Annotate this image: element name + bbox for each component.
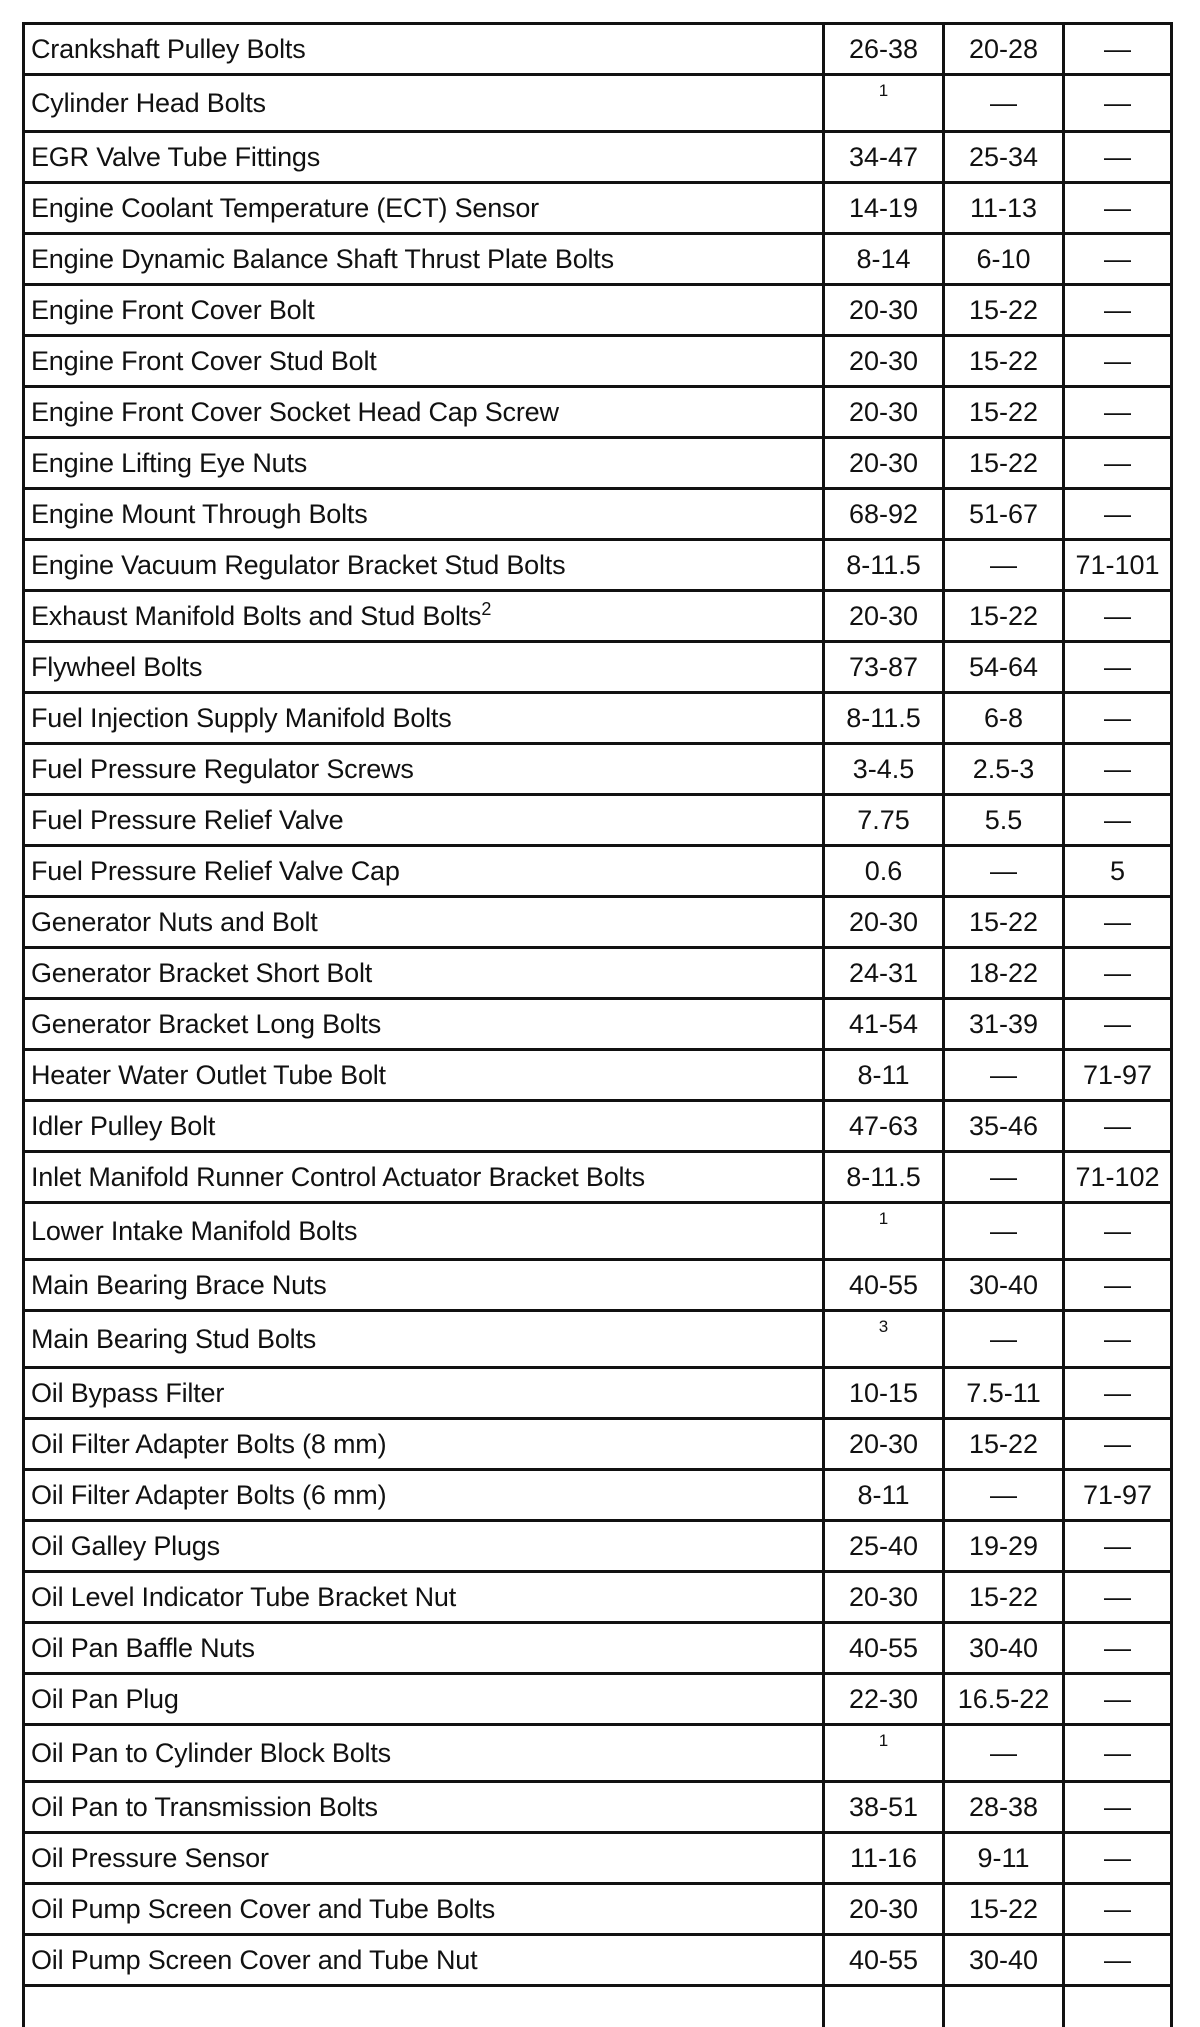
torque-lbin-cell: — xyxy=(1064,336,1172,387)
fastener-name: Oil Pump Screen Cover and Tube Nut xyxy=(31,1945,477,1975)
fastener-name: Engine Vacuum Regulator Bracket Stud Bolts xyxy=(31,550,565,580)
torque-nm-cell: 20-30 xyxy=(824,285,944,336)
torque-lbin-cell: — xyxy=(1064,897,1172,948)
torque-lbft-cell: 2.5-3 xyxy=(944,744,1064,795)
torque-lbft-cell: 11-13 xyxy=(944,183,1064,234)
fastener-name: Crankshaft Pulley Bolts xyxy=(31,34,306,64)
torque-nm-cell: 11-16 xyxy=(824,1833,944,1884)
fastener-name-cell xyxy=(24,1419,824,1470)
torque-lbin-cell: — xyxy=(1064,1884,1172,1935)
torque-lbft-cell: 15-22 xyxy=(944,438,1064,489)
fastener-name: Oil Bypass Filter xyxy=(31,1378,224,1408)
fastener-name: Idler Pulley Bolt xyxy=(31,1111,215,1141)
torque-lbft-cell: 16.5-22 xyxy=(944,1674,1064,1725)
torque-lbft-cell: 6-10 xyxy=(944,234,1064,285)
torque-lbft-cell: 19-29 xyxy=(944,1521,1064,1572)
torque-spec-table-body xyxy=(24,24,1172,2027)
fastener-name: Oil Galley Plugs xyxy=(31,1531,220,1561)
table-row xyxy=(24,1050,1172,1101)
fastener-name-cell xyxy=(24,1623,824,1674)
torque-lbin-cell: — xyxy=(1064,948,1172,999)
torque-nm-cell: 20-30 xyxy=(824,387,944,438)
torque-lbft-cell: — xyxy=(944,540,1064,591)
torque-lbin-cell: — xyxy=(1064,1419,1172,1470)
footnote-marker: 2 xyxy=(481,599,491,619)
fastener-name: Engine Front Cover Bolt xyxy=(31,295,315,325)
fastener-name-cell xyxy=(24,183,824,234)
torque-nm-cell: 20-30 xyxy=(824,336,944,387)
fastener-name-cell xyxy=(24,1050,824,1101)
table-row xyxy=(24,234,1172,285)
torque-nm-cell: 20-30 xyxy=(824,1419,944,1470)
torque-nm-cell: 22-30 xyxy=(824,1674,944,1725)
torque-lbin-cell: — xyxy=(1064,795,1172,846)
table-row xyxy=(24,744,1172,795)
torque-lbft-cell: 15-22 xyxy=(944,336,1064,387)
empty-cell xyxy=(1064,1986,1172,2027)
fastener-name: Oil Pan to Transmission Bolts xyxy=(31,1792,378,1822)
torque-lbin-cell: — xyxy=(1064,1311,1172,1368)
torque-lbft-cell: 5.5 xyxy=(944,795,1064,846)
fastener-name-cell xyxy=(24,489,824,540)
torque-nm-cell: 8-11 xyxy=(824,1470,944,1521)
table-row xyxy=(24,1521,1172,1572)
torque-lbft-cell: 15-22 xyxy=(944,387,1064,438)
fastener-name-cell xyxy=(24,1152,824,1203)
torque-lbft-cell: 15-22 xyxy=(944,285,1064,336)
fastener-name: Oil Level Indicator Tube Bracket Nut xyxy=(31,1582,456,1612)
torque-lbin-cell: — xyxy=(1064,1674,1172,1725)
torque-lbft-cell: 30-40 xyxy=(944,1260,1064,1311)
fastener-name-cell xyxy=(24,336,824,387)
table-row xyxy=(24,591,1172,642)
fastener-name: Cylinder Head Bolts xyxy=(31,88,266,118)
fastener-name: Engine Lifting Eye Nuts xyxy=(31,448,307,478)
torque-lbin-cell: — xyxy=(1064,234,1172,285)
table-row xyxy=(24,1368,1172,1419)
fastener-name: Oil Filter Adapter Bolts (8 mm) xyxy=(31,1429,386,1459)
fastener-name-cell xyxy=(24,693,824,744)
table-row xyxy=(24,1935,1172,1986)
table-row xyxy=(24,642,1172,693)
table-row xyxy=(24,1725,1172,1782)
table-row xyxy=(24,285,1172,336)
torque-spec-table xyxy=(22,22,1173,2027)
fastener-name: Generator Nuts and Bolt xyxy=(31,907,318,937)
torque-nm-cell: 20-30 xyxy=(824,591,944,642)
table-row xyxy=(24,1152,1172,1203)
torque-nm-cell: 8-11.5 xyxy=(824,540,944,591)
fastener-name-cell xyxy=(24,1260,824,1311)
torque-lbft-cell: 31-39 xyxy=(944,999,1064,1050)
fastener-name-cell xyxy=(24,1470,824,1521)
fastener-name: Main Bearing Brace Nuts xyxy=(31,1270,327,1300)
torque-nm-cell: 73-87 xyxy=(824,642,944,693)
torque-nm-cell: 34-47 xyxy=(824,132,944,183)
torque-lbin-cell: — xyxy=(1064,1203,1172,1260)
torque-lbft-cell: 6-8 xyxy=(944,693,1064,744)
torque-lbin-cell: — xyxy=(1064,1782,1172,1833)
fastener-name-cell xyxy=(24,1674,824,1725)
fastener-name-cell xyxy=(24,132,824,183)
table-row xyxy=(24,438,1172,489)
fastener-name-cell xyxy=(24,1521,824,1572)
torque-lbin-cell: — xyxy=(1064,285,1172,336)
torque-lbft-cell: 15-22 xyxy=(944,1884,1064,1935)
table-row xyxy=(24,1470,1172,1521)
fastener-name: Oil Pressure Sensor xyxy=(31,1843,269,1873)
fastener-name-cell xyxy=(24,1101,824,1152)
torque-nm-cell: 26-38 xyxy=(824,24,944,75)
table-row xyxy=(24,540,1172,591)
torque-lbft-cell: — xyxy=(944,1470,1064,1521)
fastener-name-cell xyxy=(24,438,824,489)
fastener-name-cell xyxy=(24,642,824,693)
fastener-name-cell xyxy=(24,234,824,285)
torque-nm-cell: 0.6 xyxy=(824,846,944,897)
torque-lbft-cell: — xyxy=(944,75,1064,132)
table-row xyxy=(24,1782,1172,1833)
fastener-name-cell xyxy=(24,1884,824,1935)
empty-cell xyxy=(944,1986,1064,2027)
fastener-name-cell xyxy=(24,1311,824,1368)
fastener-name-cell xyxy=(24,24,824,75)
torque-nm-cell: 38-51 xyxy=(824,1782,944,1833)
table-row xyxy=(24,1884,1172,1935)
torque-lbin-cell: — xyxy=(1064,132,1172,183)
torque-lbin-cell: — xyxy=(1064,1368,1172,1419)
torque-lbft-cell: 28-38 xyxy=(944,1782,1064,1833)
torque-nm-cell: 10-15 xyxy=(824,1368,944,1419)
fastener-name-cell xyxy=(24,1725,824,1782)
empty-cell xyxy=(24,1986,824,2027)
torque-lbin-cell: — xyxy=(1064,387,1172,438)
torque-lbin-cell: — xyxy=(1064,693,1172,744)
table-row xyxy=(24,948,1172,999)
fastener-name: Oil Pan Baffle Nuts xyxy=(31,1633,255,1663)
torque-lbin-cell: — xyxy=(1064,489,1172,540)
table-row xyxy=(24,1572,1172,1623)
table-row xyxy=(24,693,1172,744)
fastener-name: Fuel Pressure Relief Valve xyxy=(31,805,343,835)
table-row xyxy=(24,24,1172,75)
fastener-name: Fuel Pressure Regulator Screws xyxy=(31,754,414,784)
fastener-name: Generator Bracket Short Bolt xyxy=(31,958,372,988)
torque-lbft-cell: 15-22 xyxy=(944,1419,1064,1470)
torque-lbft-cell: 15-22 xyxy=(944,591,1064,642)
table-row xyxy=(24,1419,1172,1470)
fastener-name-cell xyxy=(24,897,824,948)
torque-lbft-cell: 7.5-11 xyxy=(944,1368,1064,1419)
torque-lbin-cell: — xyxy=(1064,75,1172,132)
torque-lbft-cell: 30-40 xyxy=(944,1935,1064,1986)
fastener-name-cell xyxy=(24,285,824,336)
torque-nm-cell: 40-55 xyxy=(824,1935,944,1986)
table-row xyxy=(24,795,1172,846)
torque-lbft-cell: 25-34 xyxy=(944,132,1064,183)
fastener-name: Heater Water Outlet Tube Bolt xyxy=(31,1060,386,1090)
fastener-name: Generator Bracket Long Bolts xyxy=(31,1009,381,1039)
torque-nm-cell: 3-4.5 xyxy=(824,744,944,795)
torque-nm-cell: 7.75 xyxy=(824,795,944,846)
torque-nm-cell: 25-40 xyxy=(824,1521,944,1572)
torque-lbin-cell: 71-97 xyxy=(1064,1050,1172,1101)
torque-lbin-cell: — xyxy=(1064,1833,1172,1884)
torque-lbin-cell: — xyxy=(1064,1260,1172,1311)
torque-nm-cell: 20-30 xyxy=(824,438,944,489)
torque-lbin-cell: 71-102 xyxy=(1064,1152,1172,1203)
fastener-name-cell xyxy=(24,1782,824,1833)
table-row xyxy=(24,897,1172,948)
fastener-name: Engine Front Cover Stud Bolt xyxy=(31,346,377,376)
fastener-name-cell xyxy=(24,948,824,999)
fastener-name: Engine Coolant Temperature (ECT) Sensor xyxy=(31,193,539,223)
torque-nm-cell: 20-30 xyxy=(824,1572,944,1623)
torque-lbin-cell: — xyxy=(1064,1101,1172,1152)
torque-lbin-cell: — xyxy=(1064,999,1172,1050)
torque-nm-cell: 8-11.5 xyxy=(824,1152,944,1203)
torque-lbin-cell: — xyxy=(1064,438,1172,489)
table-row xyxy=(24,1833,1172,1884)
torque-nm-cell: 8-11 xyxy=(824,1050,944,1101)
torque-lbin-cell: — xyxy=(1064,24,1172,75)
torque-lbft-cell: — xyxy=(944,1203,1064,1260)
torque-lbft-cell: — xyxy=(944,846,1064,897)
fastener-name-cell xyxy=(24,75,824,132)
torque-nm-cell: 20-30 xyxy=(824,897,944,948)
fastener-name-cell xyxy=(24,795,824,846)
fastener-name: Flywheel Bolts xyxy=(31,652,202,682)
fastener-name-cell xyxy=(24,387,824,438)
table-row xyxy=(24,1623,1172,1674)
torque-nm-cell: 40-55 xyxy=(824,1260,944,1311)
table-row xyxy=(24,183,1172,234)
torque-lbft-cell: 20-28 xyxy=(944,24,1064,75)
fastener-name: Oil Pan to Cylinder Block Bolts xyxy=(31,1738,391,1768)
torque-lbft-cell: — xyxy=(944,1311,1064,1368)
torque-nm-cell: 8-14 xyxy=(824,234,944,285)
torque-lbft-cell: 15-22 xyxy=(944,1572,1064,1623)
torque-lbin-cell: — xyxy=(1064,642,1172,693)
fastener-name-cell xyxy=(24,540,824,591)
torque-nm-cell: 41-54 xyxy=(824,999,944,1050)
torque-nm-cell: 20-30 xyxy=(824,1884,944,1935)
torque-lbft-cell: 30-40 xyxy=(944,1623,1064,1674)
torque-lbft-cell: — xyxy=(944,1725,1064,1782)
torque-nm-cell: 8-11.5 xyxy=(824,693,944,744)
torque-lbin-cell: — xyxy=(1064,1521,1172,1572)
table-row xyxy=(24,1674,1172,1725)
fastener-name: Oil Pump Screen Cover and Tube Bolts xyxy=(31,1894,495,1924)
torque-nm-cell: 14-19 xyxy=(824,183,944,234)
table-row xyxy=(24,387,1172,438)
fastener-name: Fuel Pressure Relief Valve Cap xyxy=(31,856,400,886)
table-row xyxy=(24,999,1172,1050)
fastener-name: Main Bearing Stud Bolts xyxy=(31,1324,316,1354)
torque-lbft-cell: 9-11 xyxy=(944,1833,1064,1884)
fastener-name: EGR Valve Tube Fittings xyxy=(31,142,320,172)
fastener-name: Oil Filter Adapter Bolts (6 mm) xyxy=(31,1480,386,1510)
empty-cell xyxy=(824,1986,944,2027)
fastener-name-cell xyxy=(24,1833,824,1884)
torque-lbft-cell: 35-46 xyxy=(944,1101,1064,1152)
fastener-name-cell xyxy=(24,591,824,642)
torque-lbin-cell: — xyxy=(1064,1935,1172,1986)
table-row xyxy=(24,1101,1172,1152)
torque-lbin-cell: — xyxy=(1064,1572,1172,1623)
torque-lbft-cell: 51-67 xyxy=(944,489,1064,540)
torque-lbin-cell: 5 xyxy=(1064,846,1172,897)
fastener-name-cell xyxy=(24,744,824,795)
table-row xyxy=(24,846,1172,897)
torque-lbin-cell: — xyxy=(1064,744,1172,795)
torque-nm-cell: 68-92 xyxy=(824,489,944,540)
torque-nm-cell: 24-31 xyxy=(824,948,944,999)
fastener-name: Engine Mount Through Bolts xyxy=(31,499,368,529)
table-row xyxy=(24,1260,1172,1311)
footnote-reference: 1 xyxy=(824,1203,944,1260)
fastener-name-cell xyxy=(24,1203,824,1260)
footnote-reference: 3 xyxy=(824,1311,944,1368)
torque-nm-cell: 47-63 xyxy=(824,1101,944,1152)
table-row xyxy=(24,1311,1172,1368)
torque-lbin-cell: 71-101 xyxy=(1064,540,1172,591)
fastener-name-cell xyxy=(24,999,824,1050)
footnote-reference: 1 xyxy=(824,1725,944,1782)
table-row xyxy=(24,489,1172,540)
torque-lbft-cell: 15-22 xyxy=(944,897,1064,948)
table-row xyxy=(24,336,1172,387)
footnote-reference: 1 xyxy=(824,75,944,132)
empty-table-row xyxy=(24,1986,1172,2027)
fastener-name-cell xyxy=(24,1368,824,1419)
torque-lbin-cell: 71-97 xyxy=(1064,1470,1172,1521)
torque-lbin-cell: — xyxy=(1064,183,1172,234)
fastener-name-cell xyxy=(24,1572,824,1623)
fastener-name-cell xyxy=(24,1935,824,1986)
fastener-name: Inlet Manifold Runner Control Actuator Bracket Bolts xyxy=(31,1162,645,1192)
fastener-name: Engine Dynamic Balance Shaft Thrust Plate Bolts xyxy=(31,244,614,274)
torque-lbin-cell: — xyxy=(1064,1725,1172,1782)
torque-lbin-cell: — xyxy=(1064,591,1172,642)
torque-lbft-cell: 54-64 xyxy=(944,642,1064,693)
table-row xyxy=(24,75,1172,132)
fastener-name: Fuel Injection Supply Manifold Bolts xyxy=(31,703,452,733)
torque-lbft-cell: — xyxy=(944,1152,1064,1203)
fastener-name-cell xyxy=(24,846,824,897)
table-row xyxy=(24,1203,1172,1260)
table-row xyxy=(24,132,1172,183)
torque-lbft-cell: — xyxy=(944,1050,1064,1101)
torque-nm-cell: 40-55 xyxy=(824,1623,944,1674)
torque-lbin-cell: — xyxy=(1064,1623,1172,1674)
fastener-name: Engine Front Cover Socket Head Cap Screw xyxy=(31,397,559,427)
fastener-name: Lower Intake Manifold Bolts xyxy=(31,1216,357,1246)
torque-lbft-cell: 18-22 xyxy=(944,948,1064,999)
fastener-name: Oil Pan Plug xyxy=(31,1684,179,1714)
fastener-name: Exhaust Manifold Bolts and Stud Bolts xyxy=(31,601,481,631)
